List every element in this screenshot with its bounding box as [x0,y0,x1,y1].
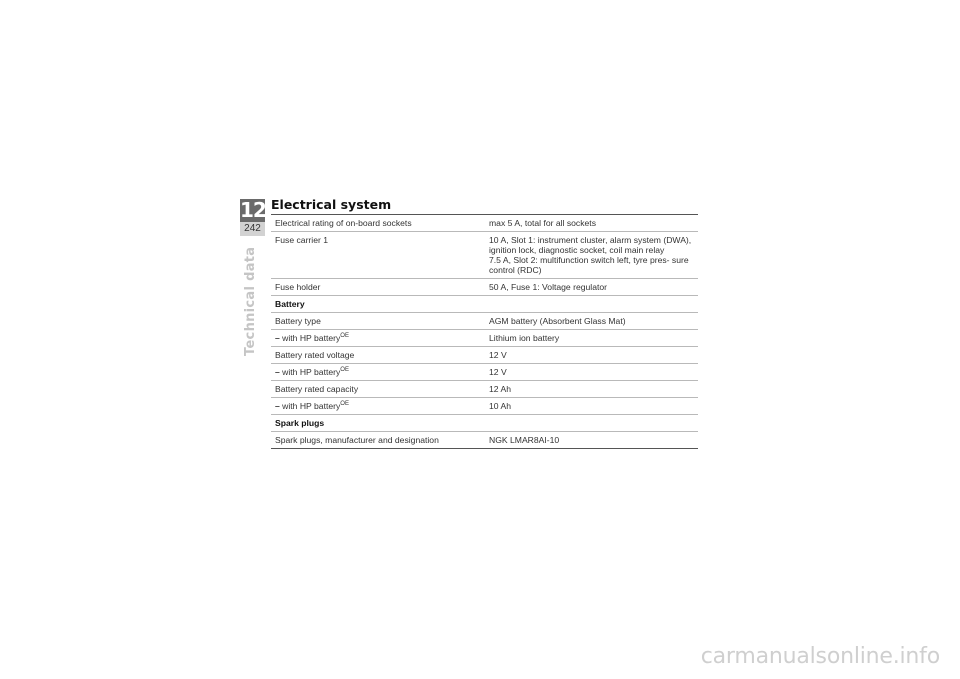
dash: – [275,367,280,377]
spec-value: 50 A, Fuse 1: Voltage regulator [485,279,698,296]
table-row [271,330,698,347]
table-row [271,232,698,279]
oe-superscript: OE [340,333,349,339]
dash: – [275,333,280,343]
spec-value: NGK LMAR8AI-10 [485,432,698,449]
table-row [271,347,698,364]
spec-sublabel [271,330,485,347]
chapter-number: 12 [240,198,266,222]
spec-label: Fuse holder [271,279,485,296]
spec-value: 12 V [485,364,698,381]
spec-label: Electrical rating of on-board sockets [271,215,485,232]
oe-superscript: OE [340,401,349,407]
spec-value [485,232,698,279]
spec-sublabel-text: with HP battery [282,401,341,411]
table-group-heading [271,415,698,432]
spec-sublabel-text: with HP battery [282,367,341,377]
spec-label: Battery rated capacity [271,381,485,398]
spec-value: 12 V [485,347,698,364]
table-row [271,215,698,232]
spec-value-line: 10 A, Slot 1: instrument cluster, alarm system (DWA), ignition lock, diagnostic socket, coil main relay [489,235,692,255]
spec-sublabel-text: with HP battery [282,333,341,343]
spec-label: Spark plugs, manufacturer and designation [271,432,485,449]
watermark-text: carmanualsonline.info [700,644,940,669]
table-row [271,279,698,296]
spec-value: 10 Ah [485,398,698,415]
spec-value: Lithium ion battery [485,330,698,347]
table-row [271,398,698,415]
spec-table [271,214,698,449]
spec-value-line: 7.5 A, Slot 2: multifunction switch left, tyre pres- sure control (RDC) [489,255,689,275]
spec-sublabel [271,364,485,381]
page-number: 242 [240,222,265,236]
table-row [271,432,698,449]
table-row [271,313,698,330]
dash: – [275,401,280,411]
spec-value: max 5 A, total for all sockets [485,215,698,232]
table-group-heading [271,296,698,313]
table-row [271,364,698,381]
spec-sublabel [271,398,485,415]
spec-value: 12 Ah [485,381,698,398]
spec-label: Fuse carrier 1 [271,232,485,279]
spec-label: Battery rated voltage [271,347,485,364]
spec-label: Battery type [271,313,485,330]
group-heading-spark-plugs: Spark plugs [271,415,698,432]
chapter-side-label: Technical data [243,246,258,356]
table-row [271,381,698,398]
group-heading-battery: Battery [271,296,698,313]
oe-superscript: OE [340,367,349,373]
section-title: Electrical system [271,197,392,212]
spec-value: AGM battery (Absorbent Glass Mat) [485,313,698,330]
